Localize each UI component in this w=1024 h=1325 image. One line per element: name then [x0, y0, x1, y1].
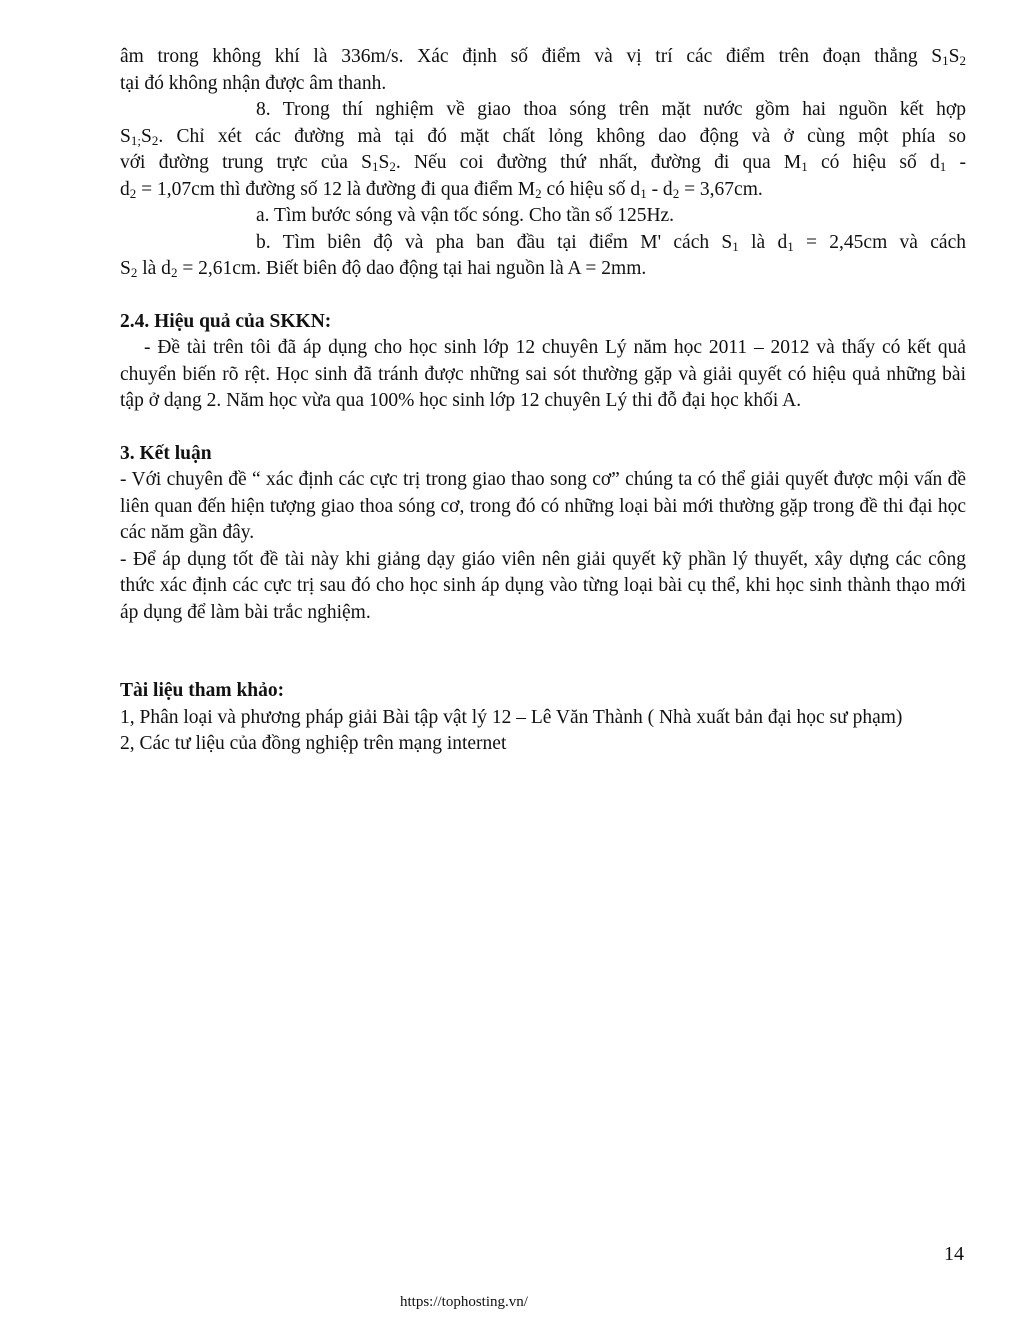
continued-problem-line-2: tại đó không nhận được âm thanh.: [120, 72, 387, 94]
problem-8-part-a: a. Tìm bước sóng và vận tốc sóng. Cho tần số 125Hz.: [256, 205, 675, 226]
footer-url[interactable]: https://tophosting.vn/: [400, 1294, 528, 1310]
continued-problem: [120, 44, 966, 97]
reference-item-2: 2, Các tư liệu của đồng nghiệp trên mạng internet: [120, 733, 507, 754]
reference-item-1: 1, Phân loại và phương pháp giải Bài tập vật lý 12 – Lê Văn Thành ( Nhà xuất bản đại học sư phạm): [120, 706, 903, 728]
problem-8-line-2: $S_{1;}S_2$. Chỉ xét các đường mà tại đó mặt chất lỏng không dao động và ở cùng một phía so: [120, 125, 966, 148]
section-2-4-body: - Đề tài trên tôi đã áp dụng cho học sinh lớp 12 chuyên Lý năm học 2011 – 2012 và thấy có kết quả chuyển biến rõ rệt. Học sinh đã tránh được những sai sót thường gặp và giải quyết có hiệu quả những bài tập ở dạng 2. Năm học vừa qua 100% học sinh lớp 12 chuyên Lý thi đỗ đại học khối A.: [120, 337, 966, 411]
problem-8-part-b-line-2: $S_2$ là $d_2 = 2,61cm$. Biết biên độ dao động tại hai nguồn là A = 2mm.: [120, 258, 647, 280]
section-3-heading: 3. Kết luận: [120, 442, 212, 464]
problem-8-part-b-line-1: b. Tìm biên độ và pha ban đầu tại điểm M' cách $S_1$ là $d_1 = 2,45cm$ và cách: [256, 231, 966, 254]
document-page: [120, 44, 966, 758]
page-number: 14: [944, 1243, 964, 1265]
problem-8: [120, 97, 966, 283]
references-heading: Tài liệu tham khảo:: [120, 680, 285, 701]
section-2-4-heading: 2.4. Hiệu quả của SKKN:: [120, 310, 332, 332]
problem-8-line-1: 8. Trong thí nghiệm về giao thoa sóng trên mặt nước gồm hai nguồn kết hợp: [256, 99, 966, 120]
problem-8-line-3: với đường trung trực của $S_1S_2$. Nếu coi đường thứ nhất, đường đi qua $M_1$ có hiệu số $d_1$ -: [120, 152, 966, 174]
section-3-paragraph-1: - Với chuyên đề “ xác định các cực trị trong giao thao song cơ” chúng ta có thể giải quyết được mội vấn đề liên quan đến hiện tượng giao thoa sóng cơ, trong đó có những loại bài mới thường gặp trong đề thi đại học các năm gần đây.: [120, 469, 966, 543]
continued-problem-line-1: âm trong không khí là 336m/s. Xác định số điểm và vị trí các điểm trên đoạn thẳng $S_1S_2$: [120, 46, 966, 68]
spacer: [120, 626, 966, 678]
spacer: [120, 283, 966, 309]
section-3-paragraph-2: - Để áp dụng tốt đề tài này khi giảng dạy giáo viên nên giải quyết kỹ phần lý thuyết, xây dựng các công thức xác định các cực trị sau đó cho học sinh áp dụng vào từng loại bài cụ thể, khi học sinh thành thạo mới áp dụng để làm bài trắc nghiệm.: [120, 548, 966, 623]
problem-8-line-4: $d_2 = 1,07cm$ thì đường số 12 là đường đi qua điểm $M_2$ có hiệu số $d_1 - d_2 = 3,67cm$.: [120, 178, 763, 201]
spacer: [120, 415, 966, 441]
